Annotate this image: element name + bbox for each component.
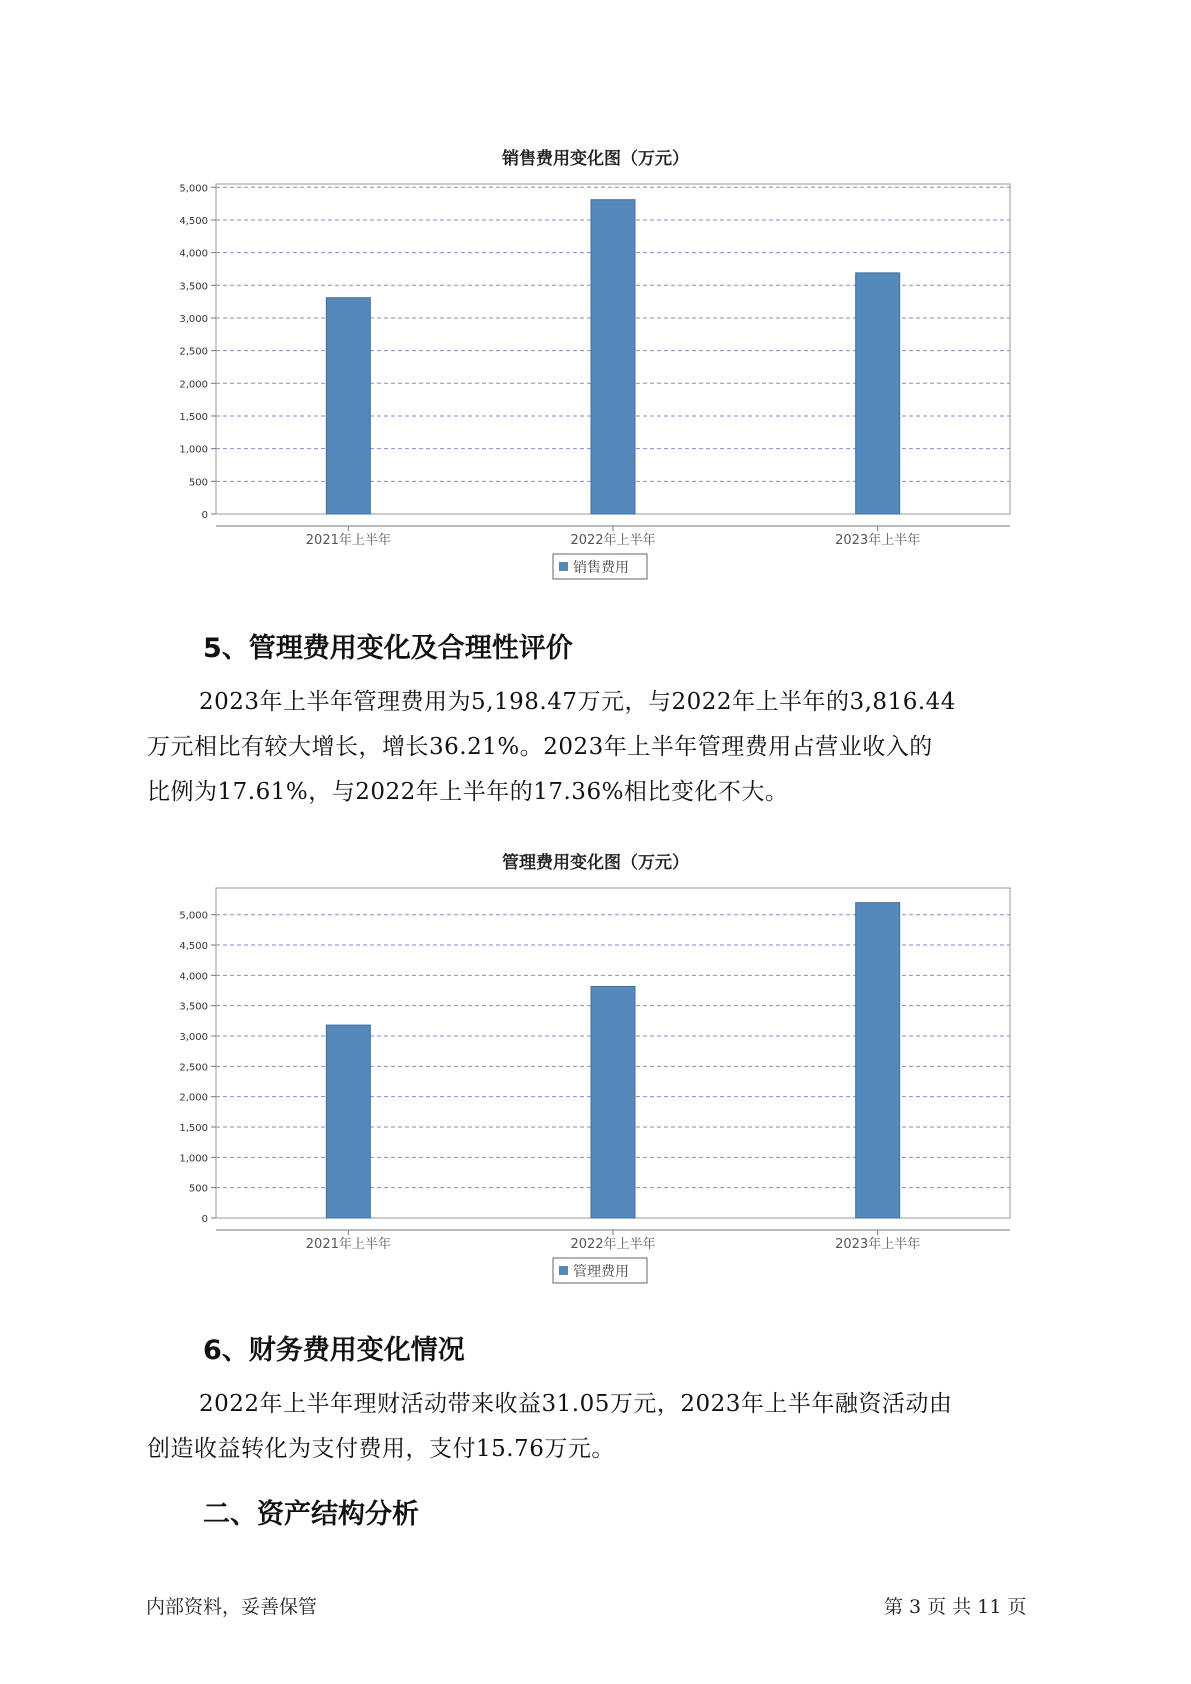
- chart-legend: [553, 554, 647, 579]
- y-tick-label: 0: [201, 1214, 208, 1225]
- y-tick-label: 0: [201, 510, 208, 521]
- y-tick-label: 3,500: [179, 281, 208, 293]
- y-tick-label: 2,000: [179, 1092, 208, 1104]
- paragraph-line: 万元相比有较大增长，增长36.21%。2023年上半年管理费用占营业收入的: [147, 734, 933, 760]
- y-tick-label: 1,500: [179, 1123, 208, 1135]
- footer-confidential-note: 内部资料，妥善保管: [146, 1596, 318, 1618]
- bar: [591, 986, 635, 1218]
- paragraph-line: 比例为17.61%，与2022年上半年的17.36%相比变化不大。: [147, 779, 789, 805]
- legend-swatch: [559, 562, 568, 571]
- x-tick-label: 2021年上半年: [305, 533, 391, 548]
- section-6-paragraph: [147, 1382, 1067, 1472]
- y-tick-label: 2,500: [179, 346, 208, 358]
- chart-legend: [553, 1258, 647, 1283]
- bar: [326, 298, 370, 514]
- x-tick-label: 2023年上半年: [835, 1237, 921, 1252]
- legend-label: 管理费用: [573, 1264, 629, 1280]
- x-tick-label: 2023年上半年: [835, 533, 921, 548]
- paragraph-line: 2023年上半年管理费用为5,198.47万元，与2022年上半年的3,816.44: [199, 689, 956, 715]
- section-6-heading: 6、财务费用变化情况: [203, 1335, 465, 1366]
- bar: [591, 200, 635, 514]
- y-tick-label: 1,000: [179, 444, 208, 456]
- y-tick-label: 5,000: [179, 183, 208, 195]
- y-tick-label: 4,500: [179, 215, 208, 227]
- y-tick-label: 2,500: [179, 1062, 208, 1074]
- y-tick-label: 1,000: [179, 1153, 208, 1165]
- sales-chart-title: 销售费用变化图（万元）: [502, 149, 689, 169]
- bar: [326, 1025, 370, 1218]
- y-tick-label: 4,500: [179, 941, 208, 953]
- section-two-heading: 二、资产结构分析: [203, 1499, 419, 1530]
- bar: [856, 273, 900, 514]
- y-tick-label: 500: [188, 1183, 208, 1195]
- legend-label: 销售费用: [573, 560, 629, 576]
- footer-page-number: 第 3 页 共 11 页: [884, 1596, 1027, 1618]
- y-tick-label: 4,000: [179, 971, 208, 983]
- y-tick-label: 5,000: [179, 910, 208, 922]
- bar: [856, 903, 900, 1218]
- x-tick-label: 2021年上半年: [305, 1237, 391, 1252]
- y-tick-label: 3,000: [179, 1032, 208, 1044]
- y-tick-label: 500: [188, 477, 208, 489]
- admin-chart-title: 管理费用变化图（万元）: [502, 853, 689, 873]
- y-tick-label: 2,000: [179, 379, 208, 391]
- admin-expense-chart: [0, 874, 1191, 1294]
- y-tick-label: 3,500: [179, 1001, 208, 1013]
- paragraph-line: 2022年上半年理财活动带来收益31.05万元，2023年上半年融资活动由: [199, 1391, 953, 1417]
- legend-swatch: [559, 1266, 568, 1275]
- y-tick-label: 4,000: [179, 248, 208, 260]
- section-5-heading: 5、管理费用变化及合理性评价: [203, 633, 573, 664]
- x-tick-label: 2022年上半年: [570, 533, 656, 548]
- y-tick-label: 1,500: [179, 411, 208, 423]
- y-tick-label: 3,000: [179, 313, 208, 325]
- paragraph-line: 创造收益转化为支付费用，支付15.76万元。: [147, 1436, 615, 1462]
- x-tick-label: 2022年上半年: [570, 1237, 656, 1252]
- section-5-paragraph: [147, 680, 1067, 815]
- sales-expense-chart: [0, 170, 1191, 590]
